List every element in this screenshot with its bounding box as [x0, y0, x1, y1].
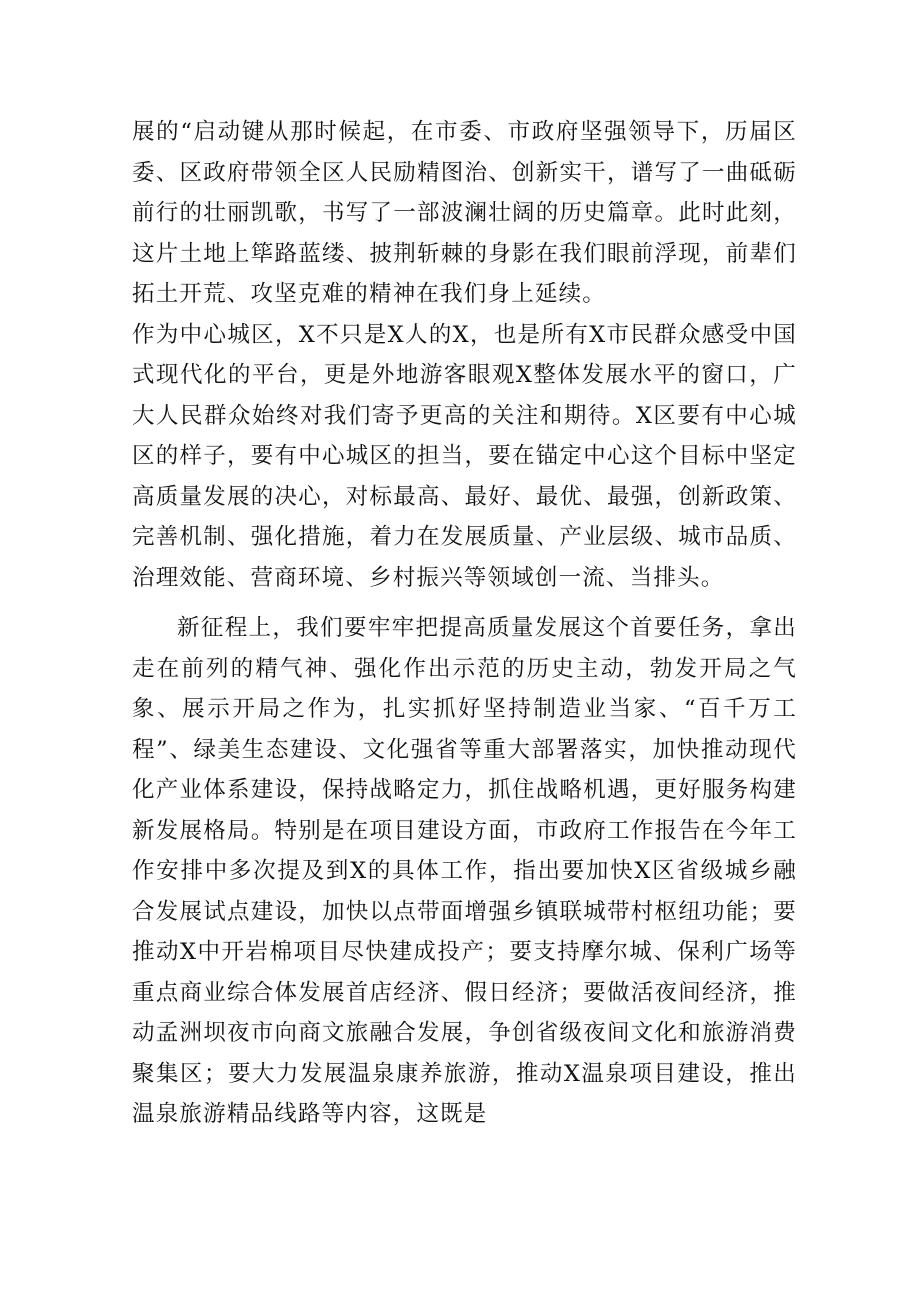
- paragraph-3: 新征程上，我们要牢牢把提高质量发展这个首要任务，拿出走在前列的精气神、强化作出示范的历史主动，勃发开局之气象、展示开局之作为，扎实抓好坚持制造业当家、“百千万工程”、绿美生态建设、文化强省等重大部署落实，加快推动现代化产业体系建设，保持战略定力，抓住战略机遇，更好服务构建新发展格局。特别是在项目建设方面，市政府工作报告在今年工作安排中多次提及到X的具体工作，指出要加快X区省级城乡融合发展试点建设，加快以点带面增强乡镇联城带村枢纽功能；要推动X中开岩棉项目尽快建成投产；要支持摩尔城、保利广场等重点商业综合体发展首店经济、假日经济；要做活夜间经济，推动孟洲坝夜市向商文旅融合发展，争创省级夜间文化和旅游消费聚集区；要大力发展温泉康养旅游，推动X温泉项目建设，推出温泉旅游精品线路等内容，这既是: [132, 615, 797, 1127]
- paragraph-2: 作为中心城区，X不只是X人的X，也是所有X市民群众感受中国式现代化的平台，更是外地游客眼观X整体发展水平的窗口，广大人民群众始终对我们寄予更高的关注和期待。X区要有中心城区的样子，要有中心城区的担当，要在锚定中心这个目标中坚定高质量发展的决心，对标最高、最好、最优、最强，创新政策、完善机制、强化措施，着力在发展质量、产业层级、城市品质、治理效能、营商环境、乡村振兴等领域创一流、当排头。: [132, 321, 797, 591]
- paragraph-1: 展的“启动键从那时候起，在市委、市政府坚强领导下，历届区委、区政府带领全区人民励精图治、创新实干，谱写了一曲砥砺前行的壮丽凯歌，书写了一部波澜壮阔的历史篇章。此时此刻，这片土地上筚路蓝缕、披荆斩棘的身影在我们眼前浮现，前辈们拓土开荒、攻坚克难的精神在我们身上延续。: [132, 119, 797, 307]
- document-body: [132, 112, 797, 1135]
